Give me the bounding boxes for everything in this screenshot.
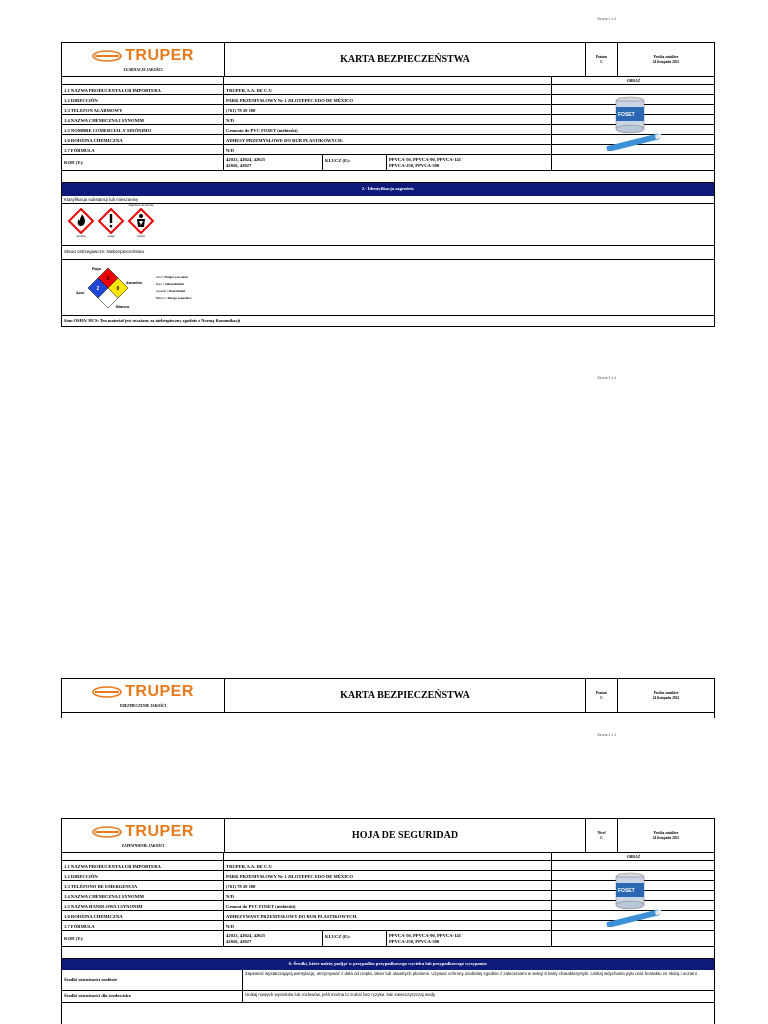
- section-6-accidental-release: [62, 958, 714, 1003]
- pictogram-health-hazard: [128, 204, 154, 238]
- codes-line-2: 42026, 42027: [226, 939, 252, 944]
- image-label: OBRAZ: [626, 855, 641, 859]
- codes-line-1: 42023, 42024, 42025: [226, 933, 266, 938]
- date-label: Prośba zmiskiee: [653, 55, 679, 59]
- row-value: ADHESY PRZEMYSŁOWE DO RUR PLASTIKOWYCH.: [226, 138, 343, 143]
- measure-label: Środki ostrożności dla środowiska: [62, 991, 243, 1002]
- flame-icon: [68, 208, 94, 234]
- product-image-column: [551, 77, 715, 171]
- row-value: (761) 78 29 100: [226, 108, 256, 113]
- page-number: Strona 2 z 4: [597, 376, 616, 380]
- document-title: KARTA BEZPIECZEŃSTWA: [225, 679, 586, 712]
- row-value: TRUPER, S.A. DE C.V.: [226, 88, 273, 93]
- level-cell: [586, 679, 618, 712]
- row-value: N/D: [226, 894, 234, 899]
- key-label: KLUCZ (E):: [323, 931, 387, 946]
- logo-cell: [62, 43, 225, 76]
- pictogram-label: zdrowie: [136, 235, 146, 238]
- row-label: 1.7 FÓRMUŁA: [62, 921, 224, 930]
- measure-row: [62, 970, 714, 991]
- date-cell: [618, 43, 714, 76]
- codes-line-2: 42026, 42027: [226, 163, 252, 168]
- exclamation-icon: [98, 208, 124, 234]
- logo-cell: [62, 679, 225, 712]
- keys-line-1: PPVCA-50, PPVCA-90, PPVCA-145: [389, 933, 461, 938]
- row-label: 1.1 NAZWA PRODUCENTA LUB IMPORTERA: [62, 85, 224, 94]
- identification-block: [62, 853, 714, 947]
- logo-subtitle: UBEZPIECZENIE JAKOŚCI: [119, 704, 167, 708]
- truper-logo: [92, 823, 194, 841]
- sheet-page-3: [61, 818, 715, 1024]
- row-value: PARK PRZEMYSŁOWY Nr 1 JILOTEPEC EDO DE MÉXICO: [226, 98, 353, 103]
- brand-name: TRUPER: [125, 683, 194, 700]
- row-label: 1.3 TELEFON ALARMOWY: [62, 105, 224, 114]
- document-title: HOJA DE SEGURIDAD: [225, 819, 586, 852]
- classification-text: Klasyfikacja substancji lub mieszaniny: [62, 196, 714, 204]
- row-label: 1.5 NAZWA HANDLOWA I SYNONIM: [62, 901, 224, 910]
- document-header: [62, 679, 714, 713]
- measure-text: Zapewnić wystarczającą wentylację, utrzymywać z dala od ciepła, iskier lub otwartych płomieni. Używać ochrony osobistej zgodnie z zaleceniami w sekcji 8 karty charakterystyki. Unikaj wdychania pyłu oraz kontaktu ze skórą i oczami: [245, 971, 697, 976]
- row-label: 1.7 FÓRMUŁA: [62, 145, 224, 154]
- row-value: Cemento de PVC FOSET (niebieski): [226, 128, 298, 133]
- image-label: OBRAZ: [626, 79, 641, 83]
- nfpa-blue-label: Azul: [76, 289, 85, 295]
- measure-label: Środki ostrożności osobiste: [62, 970, 243, 990]
- keys-line-2: PPVCA-250, PPVCA-500: [389, 939, 440, 944]
- kod-label: KOD (Y):: [62, 931, 224, 946]
- level-label: Poziom: [595, 55, 608, 59]
- level-cell: [586, 819, 618, 852]
- osha-status: Stan OSHA/ HCS: Ten materiał jest uważany za niebezpieczny zgodnie z Normą Komunikacji: [64, 318, 241, 323]
- row-label: 1.3 TELÉFONO DE EMERGENCIA: [62, 881, 224, 890]
- date-cell: [618, 819, 714, 852]
- row-value: Cement do PVC FOSET (niebieski): [226, 904, 296, 909]
- row-label: 1.2 DIRECCIÓN: [62, 95, 224, 104]
- sheet-page-2: [61, 678, 715, 718]
- nfpa-block: [62, 260, 714, 316]
- pictogram-note: Zagrożenie dla zdrowia: [128, 204, 154, 207]
- level-value: C: [600, 836, 603, 840]
- date-label: Prośba zmiskiee: [653, 691, 679, 695]
- row-label: 1.5 NOMBRE COMERCIAL Y SINÓNIMO: [62, 125, 224, 134]
- document-header: [62, 43, 714, 77]
- legend-item: Amarillo = Reactividad: [156, 288, 185, 293]
- logo-subtitle: ZGARNACJE JAKOŚCI: [123, 68, 163, 72]
- logo-subtitle: ZAPEWNIENIE JAKOŚCI: [121, 844, 165, 848]
- nfpa-health: 2: [96, 285, 100, 292]
- identification-block: [62, 77, 714, 171]
- legend-item: Azul = Peligro a la salud: [156, 274, 188, 279]
- level-value: C: [600, 60, 603, 64]
- nfpa-diamond-icon: [68, 264, 148, 312]
- row-value: N/D: [226, 148, 234, 153]
- pictogram-flame: [68, 208, 94, 238]
- row-label: 1.4 NAZWA CHEMICZNA I SYNONIM: [62, 891, 224, 900]
- row-value: PARK PRZEMYSŁOWY Nr 1 JILOTEPEC EDO DE MÉXICO: [226, 874, 353, 879]
- date-cell: [618, 679, 714, 712]
- product-photo-icon: [604, 91, 664, 151]
- codes-line-1: 42023, 42024, 42025: [226, 157, 266, 162]
- logo-cell: [62, 819, 225, 852]
- level-cell: [586, 43, 618, 76]
- truper-emblem-icon: [92, 686, 122, 698]
- measure-text: Unikaj nowych wycieków lub rozlewów, jeśli można to zrobić bez ryzyka. Nie zanieczyszczaj wody.: [245, 992, 436, 997]
- brand-name: TRUPER: [125, 823, 194, 840]
- legend-item: Rojo = Inflamabilidad: [156, 281, 184, 286]
- page-number: Strona 3 z 4: [597, 733, 616, 737]
- truper-logo: [92, 683, 194, 701]
- row-value: N/D: [226, 118, 234, 123]
- key-label: KLUCZ (E):: [323, 155, 387, 170]
- pictogram-exclamation: [98, 208, 124, 238]
- keys-line-2: PPVCA-250, PPVCA-500: [389, 163, 440, 168]
- nfpa-yellow-label: Amarillo: [126, 279, 143, 285]
- legend-item: Blanco = Riesgo específico: [156, 295, 192, 300]
- pictogram-label: uwaga: [107, 235, 115, 238]
- row-value: TRUPER, S.A. DE C.V.: [226, 864, 273, 869]
- pictogram-label: ostrożnie: [76, 235, 86, 238]
- nfpa-legend: [156, 274, 192, 302]
- level-value: C: [600, 696, 603, 700]
- svg-text:FOSET: FOSET: [617, 112, 635, 118]
- row-label: 1.4 NAZWA CHEMICZNA I SYNONIM: [62, 115, 224, 124]
- ghs-pictograms: [62, 204, 714, 246]
- signal-word: Słowo ostrzegawcze: Niebezpieczeństwo: [62, 246, 714, 260]
- date-label: Prośba zmiskiee: [653, 831, 679, 835]
- nfpa-red-label: Roja: [92, 265, 101, 271]
- truper-emblem-icon: [92, 826, 122, 838]
- truper-emblem-icon: [92, 50, 122, 62]
- document-title: KARTA BEZPIECZEŃSTWA: [225, 43, 586, 76]
- nfpa-flammability: 3: [106, 275, 110, 282]
- section-2-hazards: [62, 182, 714, 326]
- keys-line-1: PPVCA-50, PPVCA-90, PPVCA-145: [389, 157, 461, 162]
- kod-label: KOD (Y):: [62, 155, 224, 170]
- date-value: 24 listopada 2022: [652, 60, 680, 64]
- health-hazard-icon: [128, 208, 154, 234]
- level-label: Nivel: [597, 831, 606, 835]
- row-label: 1.6 RODZINA CHEMICZNA: [62, 135, 224, 144]
- truper-logo: [92, 47, 194, 65]
- row-label: 1.2 DIRECCIÓN: [62, 871, 224, 880]
- date-value: 24 listopada 2022: [652, 696, 680, 700]
- product-photo-icon: [604, 867, 664, 927]
- row-value: ADHEZYWANT PRZEMYSŁOWY DO RUR PLASTIKOWYCH.: [226, 914, 358, 919]
- section-6-title: 6.-Środki, które należy podjąć w przypadku przypadkowego wycieku lub przypadkowego wysypania:: [62, 959, 714, 970]
- nfpa-white-label: Blanco: [116, 303, 130, 309]
- level-label: Poziom: [595, 691, 608, 695]
- svg-text:FOSET: FOSET: [617, 888, 635, 894]
- row-label: 1.6 RODZINA CHEMICZNA: [62, 911, 224, 920]
- sheet-page-1: [61, 42, 715, 327]
- row-label: 1.1 NAZWA PRODUCENTA LUB IMPORTERA: [62, 861, 224, 870]
- product-image-column: [551, 853, 715, 947]
- section-2-title: 2.- Identyfikacja zagrożeń:: [62, 183, 714, 196]
- date-value: 24 listopada 2022: [652, 836, 680, 840]
- page-number: Strona 1 z 4: [597, 17, 616, 21]
- row-value: (761) 78 29 100: [226, 884, 256, 889]
- row-value: N/D: [226, 924, 234, 929]
- document-header: [62, 819, 714, 853]
- nfpa-reactivity: 0: [116, 285, 120, 292]
- measure-row: [62, 991, 714, 1003]
- brand-name: TRUPER: [125, 47, 194, 64]
